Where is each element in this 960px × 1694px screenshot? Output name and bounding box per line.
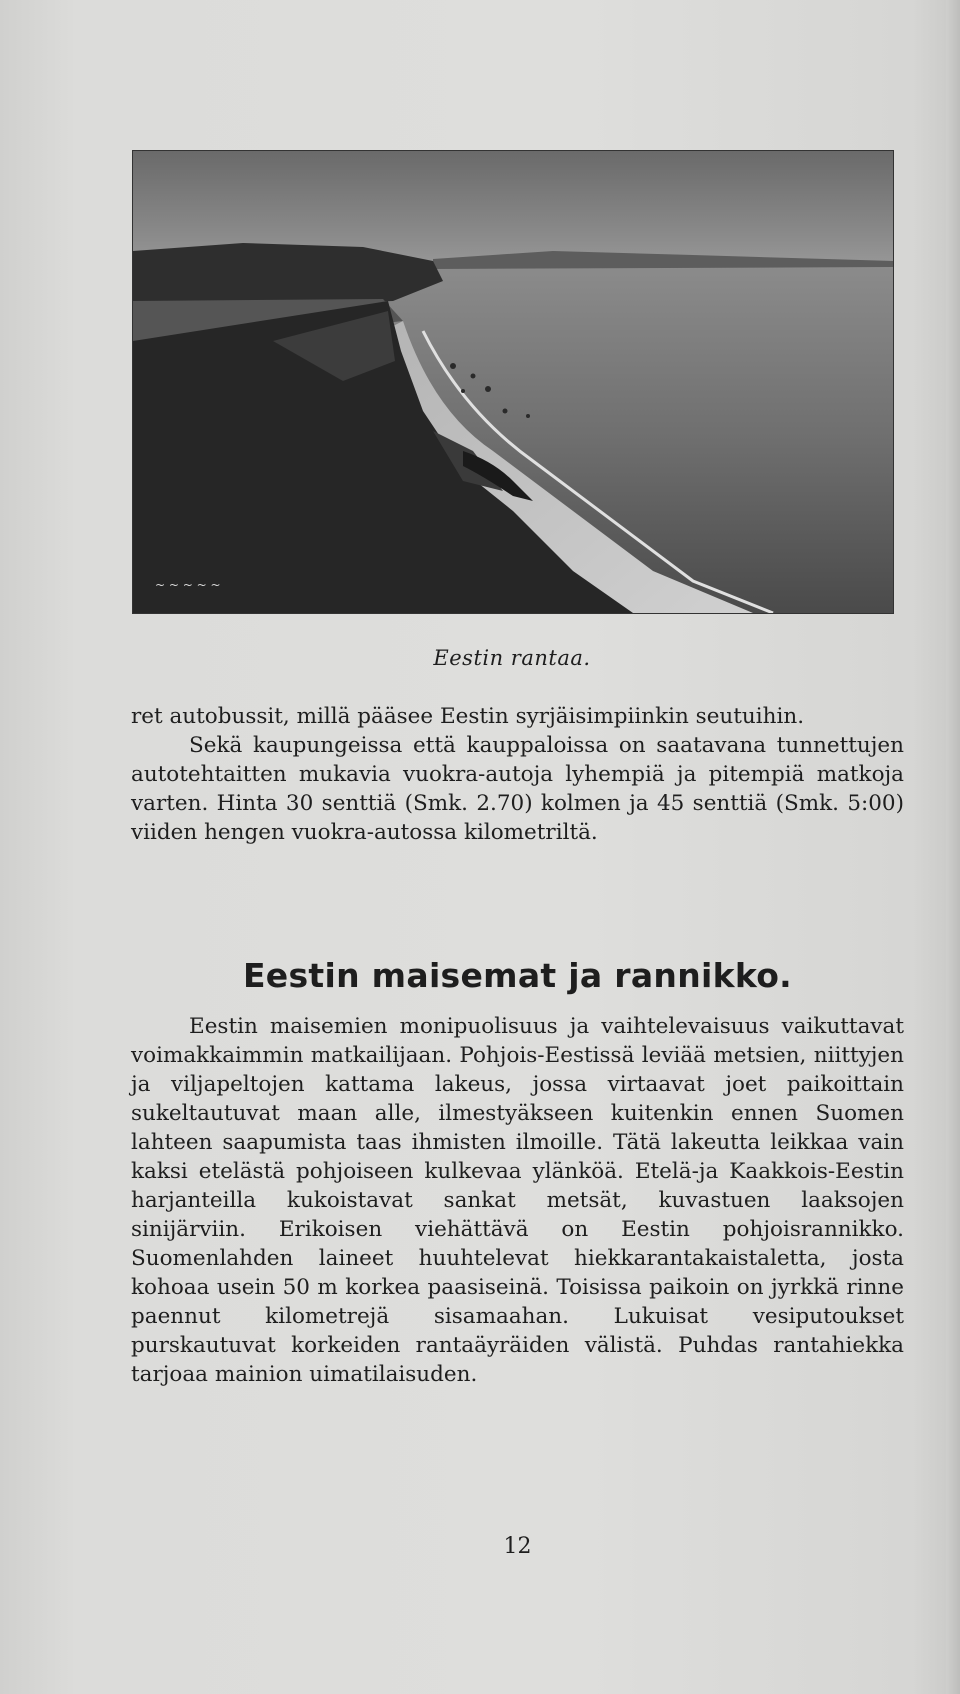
page-number: 12 xyxy=(503,1534,532,1559)
svg-text:~ ~ ~ ~ ~: ~ ~ ~ ~ ~ xyxy=(155,578,221,592)
section-heading: Eestin maisemat ja rannikko. xyxy=(242,956,793,995)
intro-paragraph-1: ret autobussit, millä pääsee Eestin syrjäisimpiinkin seutuihin. xyxy=(131,704,805,729)
body-text xyxy=(131,1012,904,1389)
intro-text xyxy=(131,702,904,847)
photo-illustration xyxy=(133,151,893,613)
photo-caption: Eestin rantaa. xyxy=(433,646,591,670)
body-paragraph: Eestin maisemien monipuolisuus ja vaihtelevaisuus vaikuttavat voimakkaimmin matkailijaan. Pohjois-Eestissä leviää metsien, niittyjen ja viljapeltojen kattama lakeus, jossa virtaavat joet paikoittain sukeltautuvat maan alle, ilmestyäkseen kuitenkin ennen Suomen lahteen saapumista taas ihmisten ilmoille. Tätä lakeutta leikkaa vain kaksi etelästä pohjoiseen kulkevaa ylänköä. Etelä-ja Kaakkois-Eestin harjanteilla kukoistavat sankat metsät, kuvastuen laaksojen sinijärviin. Erikoisen viehättävä on Eestin pohjoisrannikko. Suomenlahden laineet huuhtelevat hiekkarantakaistaletta, josta kohoaa usein 50 m korkea paasiseinä. Toisissa paikoin on jyrkkä rinne paennut kilometrejä sisamaahan. Lukuisat vesiputoukset purskautuvat korkeiden rantaäyräiden välistä. Puhdas rantahiekka tarjoaa mainion uimatilaisuden. xyxy=(131,1014,904,1387)
coastal-cliff-photo xyxy=(132,150,894,614)
intro-paragraph-2: Sekä kaupungeissa että kauppaloissa on saatavana tunnettujen autotehtaitten mukavia vuokra-autoja lyhempiä ja pitempiä matkoja varten. Hinta 30 senttiä (Smk. 2.70) kolmen ja 45 senttiä (Smk. 5:00) viiden hengen vuokra-autossa kilometriltä. xyxy=(131,733,904,845)
page-edge xyxy=(946,0,960,1694)
